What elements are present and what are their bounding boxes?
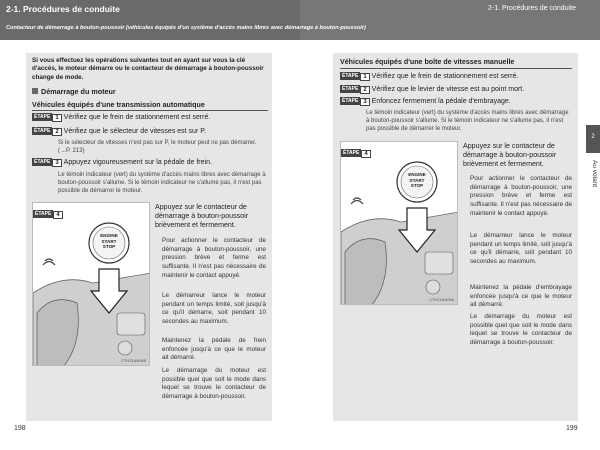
manual-heading: Véhicules équipés d'une boîte de vitesses manuelle <box>340 58 515 66</box>
paragraph-4: Le démarrage du moteur est possible quel que soit le mode dans lequel se trouve le contacteur de démarrage à bouton-poussoir. <box>162 367 266 401</box>
illustration-caption: CTH21AN066 <box>429 297 454 302</box>
paragraph-1: Pour actionner le contacteur de démarrage à bouton-poussoir, une pression brève et ferme est suffisante. Il n'est pas nécessaire de maintenir le contact appuyé. <box>470 175 572 217</box>
dashboard-illustration <box>340 141 458 305</box>
step-4-text: Appuyez sur le contacteur de démarrage à bouton-poussoir brièvement et fermement. <box>155 203 249 229</box>
step-2: ÉTAPE 2 Vérifiez que le levier de vitesse est au point mort. <box>342 86 525 93</box>
step-3-note: Le témoin indicateur (vert) du système d'accès mains libres avec démarrage à bouton-poussoir s'allume. Si le témoin indicateur ne s'allume pas, il n'est pas possible de démarrer le moteur. <box>58 172 266 194</box>
dashboard-illustration <box>32 202 150 366</box>
section-title: 2-1. Procédures de conduite <box>6 4 120 14</box>
automatic-heading: Véhicules équipés d'une transmission automatique <box>32 101 205 109</box>
step-4-label: ÉTAPE 4 <box>33 203 65 221</box>
page-number-right: 199 <box>566 425 578 432</box>
step-3: ÉTAPE 3 Enfoncez fermement la pédale d'embrayage. <box>342 98 511 105</box>
engine-start-stop-button: ENGINE START STOP <box>100 233 118 250</box>
step-4-label: ÉTAPE 4 <box>341 142 373 160</box>
illustration-caption: CTH21AN065 <box>121 358 146 363</box>
step-4-text: Appuyez sur le contacteur de démarrage à bouton-poussoir brièvement et fermement. <box>463 142 557 168</box>
square-bullet-icon <box>32 88 38 94</box>
chapter-tab: 2 <box>586 125 600 153</box>
step-2-note: Si le sélecteur de vitesses n'est pas sur P, le moteur peut ne pas démarrer. (→P. 213) <box>58 140 257 154</box>
divider <box>340 68 572 69</box>
page-number-left: 198 <box>14 425 26 432</box>
step-3-note: Le témoin indicateur (vert) du système d'accès mains libres avec démarrage à bouton-poussoir s'allume. Si le témoin indicateur ne s'allume pas, il n'est pas possible de démarrer le moteur. <box>366 110 569 132</box>
section-subtitle: Contacteur de démarrage à bouton-poussoir (véhicules équipés d'un système d'accès mains libres avec démarrage à bouton-poussoir) <box>6 25 366 31</box>
step-1: ÉTAPE 1 Vérifiez que le frein de stationnement est serré. <box>342 73 519 80</box>
intro-text: Si vous effectuez les opérations suivantes tout en ayant sur vous la clé d'accès, le moteur démarre ou le contacteur de démarrage à bouton-poussoir change de mode. <box>32 57 264 81</box>
engine-start-heading: Démarrage du moteur <box>32 87 116 96</box>
paragraph-2: Le démarreur lance le moteur pendant un temps limité, soit jusqu'à ce qu'il démarre, soit pendant 10 secondes au maximum. <box>162 292 266 326</box>
step-3: ÉTAPE 3 Appuyez vigoureusement sur la pédale de frein. <box>34 159 212 166</box>
step-1: ÉTAPE 1 Vérifiez que le frein de stationnement est serré. <box>34 114 211 121</box>
chapter-tab-label: Au volant <box>591 160 598 188</box>
paragraph-3: Maintenez la pédale d'embrayage enfoncée jusqu'à ce que le moteur ait démarré. <box>470 284 572 309</box>
paragraph-1: Pour actionner le contacteur de démarrage à bouton-poussoir, une pression brève et ferme est suffisante. Il n'est pas nécessaire de maintenir le contact appuyé. <box>162 237 266 279</box>
section-title-right: 2-1. Procédures de conduite <box>488 5 576 12</box>
step-2: ÉTAPE 2 Vérifiez que le sélecteur de vitesses est sur P. <box>34 128 206 135</box>
divider <box>32 110 268 111</box>
paragraph-3: Maintenez la pédale de frein enfoncée jusqu'à ce que le moteur ait démarré. <box>162 337 266 362</box>
paragraph-2: Le démarreur lance le moteur pendant un temps limité, soit jusqu'à ce qu'il démarre, soit pendant 10 secondes au maximum. <box>470 232 572 266</box>
paragraph-4: Le démarrage du moteur est possible quel que soit le mode dans lequel se trouve le contacteur de démarrage à bouton-poussoir. <box>470 313 572 347</box>
engine-start-stop-button: ENGINE START STOP <box>408 172 426 189</box>
